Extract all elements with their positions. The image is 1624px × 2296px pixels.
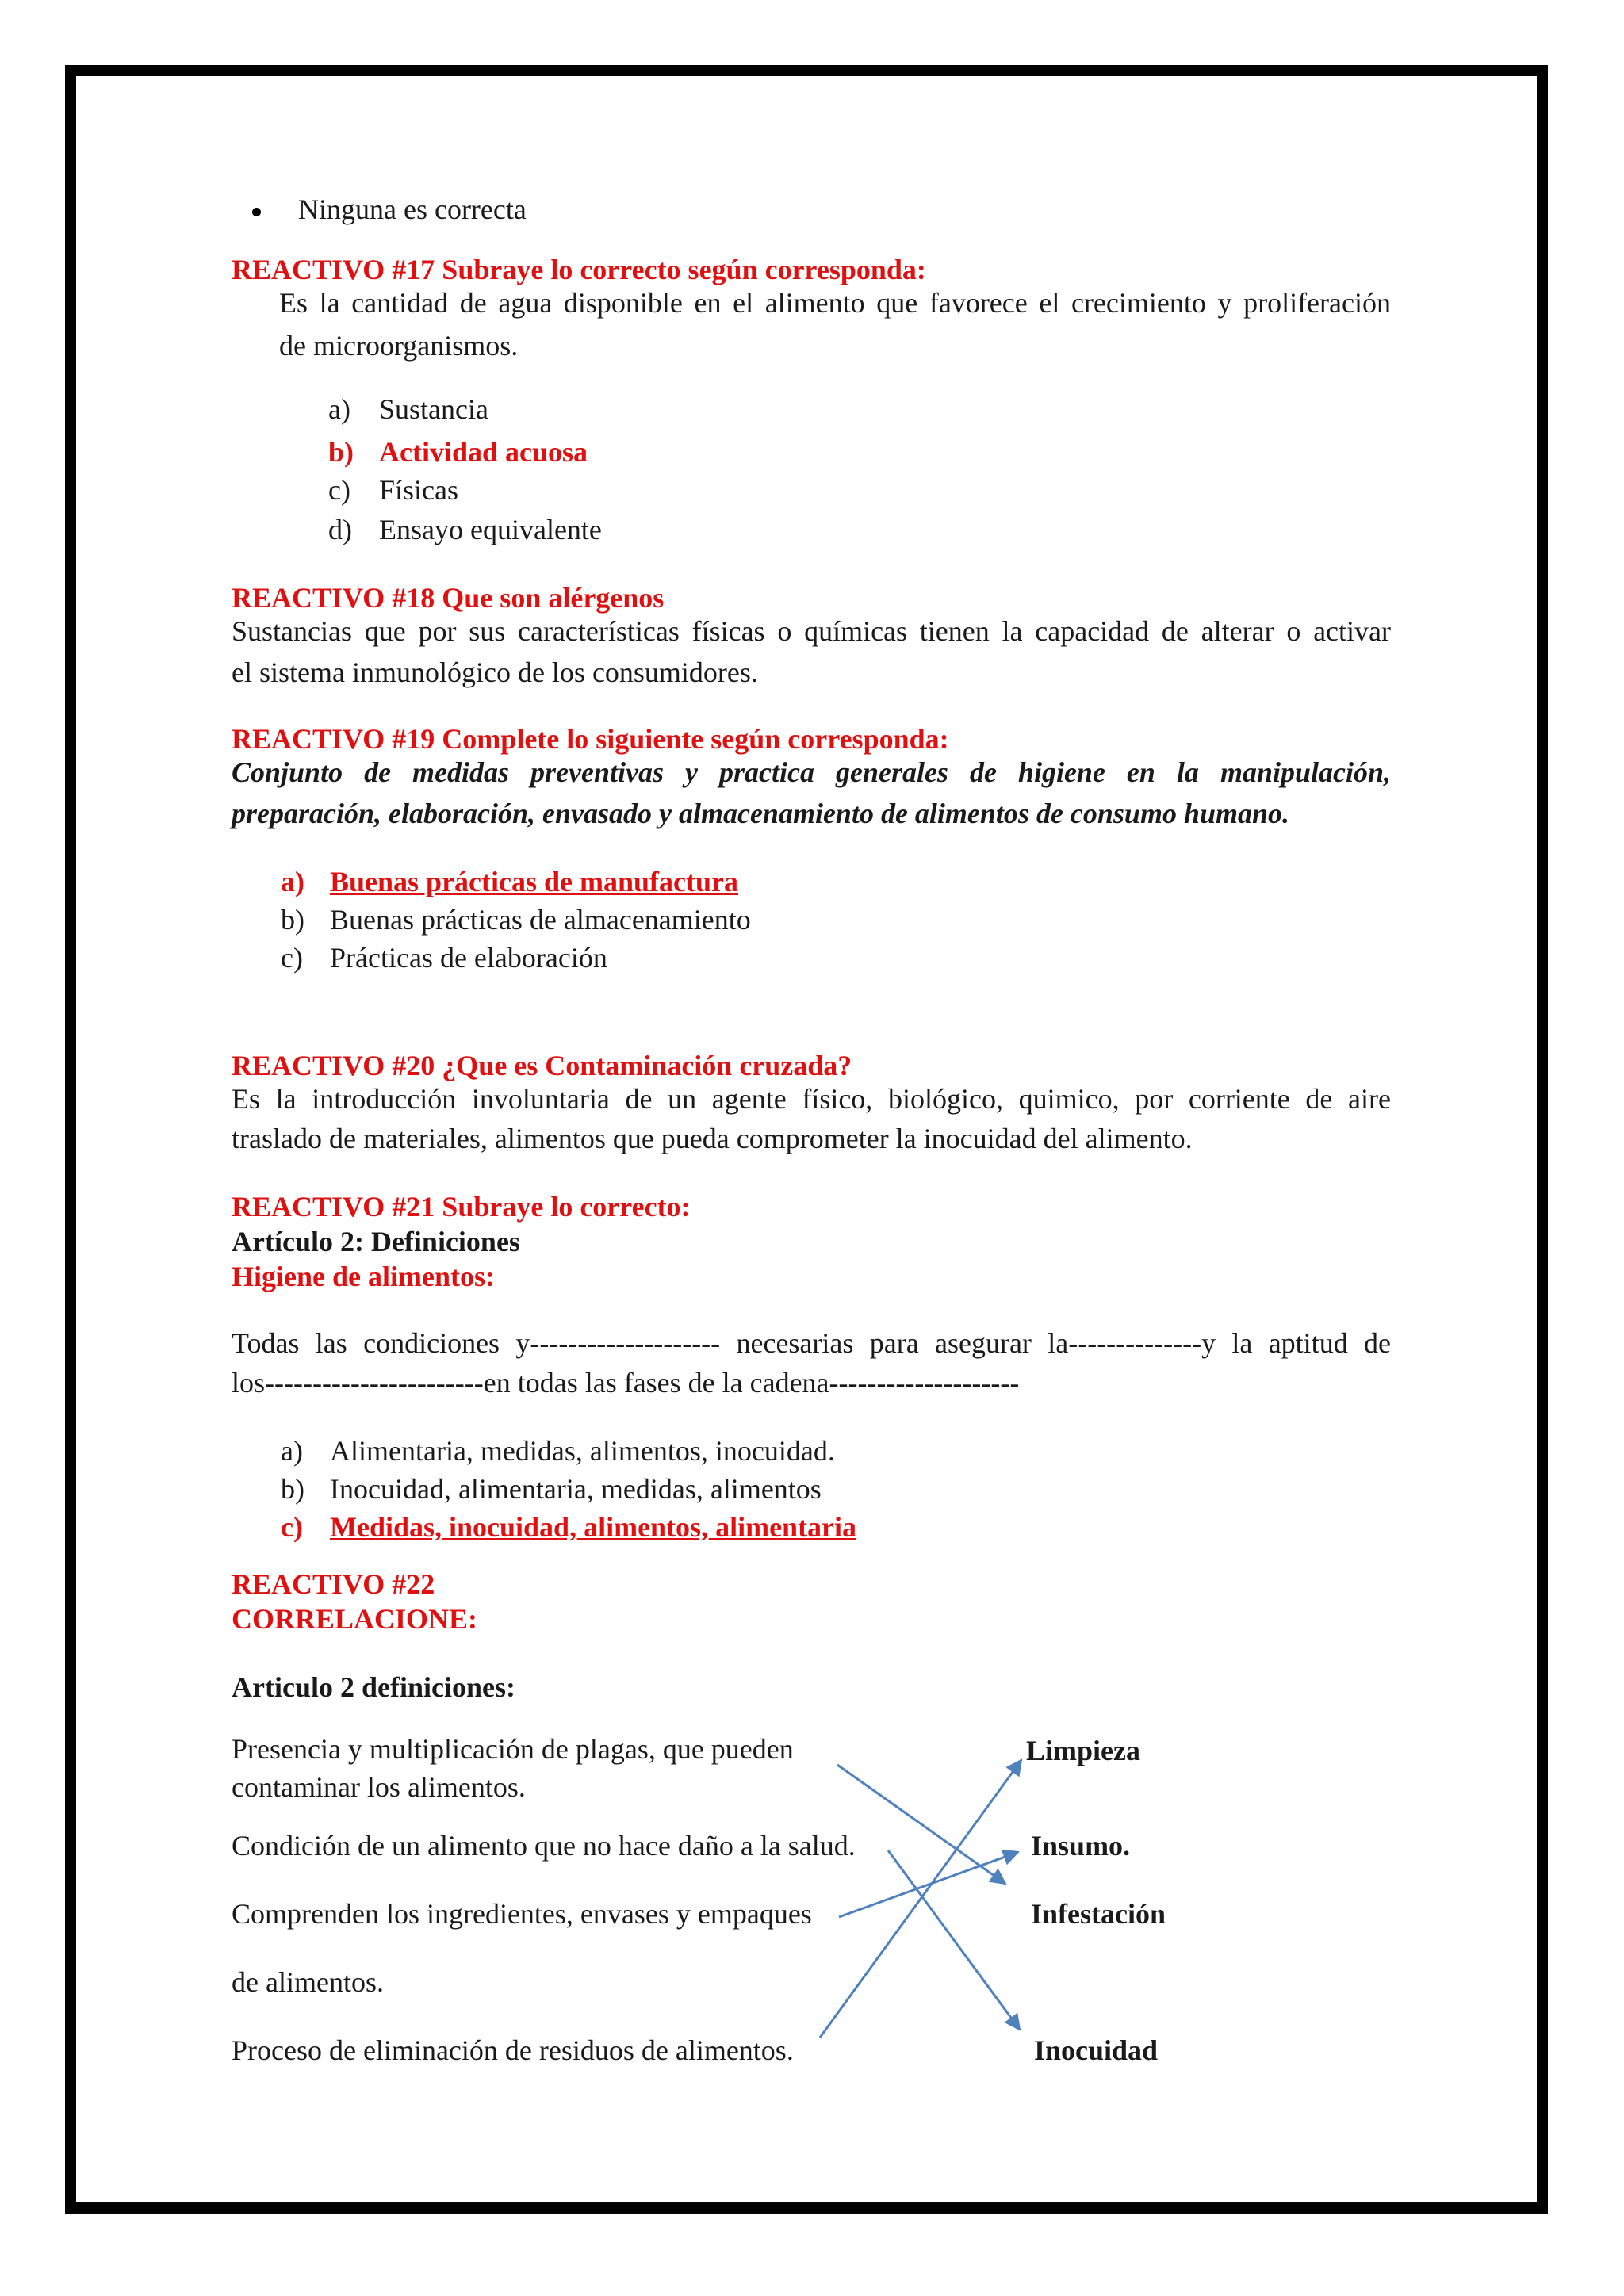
q19-option-a-letter: a) xyxy=(281,866,304,897)
q21-option-c-letter: c) xyxy=(281,1511,303,1543)
q17-option-b-letter: b) xyxy=(328,436,354,468)
q20-text-line1: Es la introducción involuntaria de un agente físico, biológico, quimico, por corriente de aire xyxy=(232,1083,1391,1115)
q19-option-c-letter: c) xyxy=(281,942,303,974)
q19-option-a-correct: Buenas prácticas de manufactura xyxy=(330,866,738,897)
q17-option-a: Sustancia xyxy=(379,393,488,425)
q21-term: Higiene de alimentos: xyxy=(232,1261,495,1292)
q18-heading: REACTIVO #18 Que son alérgenos xyxy=(232,582,665,614)
q17-option-c-letter: c) xyxy=(328,474,350,506)
q17-heading: REACTIVO #17 Subraye lo correcto según corresponda: xyxy=(232,254,926,285)
q19-option-c: Prácticas de elaboración xyxy=(330,942,607,974)
q21-text-line1: Todas las condiciones y-------------------- necesarias para asegurar la--------------y la aptitud de xyxy=(232,1327,1391,1359)
q21-option-a-letter: a) xyxy=(281,1435,303,1467)
q19-text-line2: preparación, elaboración, envasado y almacenamiento de alimentos de consumo humano. xyxy=(232,798,1290,829)
q19-heading: REACTIVO #19 Complete lo siguiente según corresponda: xyxy=(232,723,949,755)
q21-option-b-letter: b) xyxy=(281,1473,304,1505)
q21-option-a: Alimentaria, medidas, alimentos, inocuidad. xyxy=(330,1435,835,1467)
q17-option-d: Ensayo equivalente xyxy=(379,514,602,545)
q18-text-line1: Sustancias que por sus características físicas o químicas tienen la capacidad de alterar o activar xyxy=(232,615,1391,647)
q22-left-item-3b: de alimentos. xyxy=(232,1966,384,1998)
q17-option-b-correct: Actividad acuosa xyxy=(379,436,588,468)
q22-left-item-1b: contaminar los alimentos. xyxy=(232,1771,526,1803)
q21-option-b: Inocuidad, alimentaria, medidas, alimentos xyxy=(330,1473,822,1505)
q22-right-item-infestacion: Infestación xyxy=(1031,1898,1166,1930)
q17-option-c: Físicas xyxy=(379,474,459,506)
q19-option-b-letter: b) xyxy=(281,904,304,936)
q22-right-item-inocuidad: Inocuidad xyxy=(1034,2034,1159,2066)
q22-heading-line1: REACTIVO #22 xyxy=(232,1568,435,1600)
q17-option-d-letter: d) xyxy=(328,514,352,545)
q22-right-item-limpieza: Limpieza xyxy=(1026,1735,1140,1766)
q22-left-item-4: Proceso de eliminación de residuos de alimentos. xyxy=(232,2034,794,2066)
q17-text-line1: Es la cantidad de agua disponible en el alimento que favorece el crecimiento y proliferación xyxy=(279,287,1391,319)
q22-left-item-1a: Presencia y multiplicación de plagas, que pueden xyxy=(232,1733,794,1765)
arrow-eliminacion-to-limpieza xyxy=(820,1760,1021,2038)
q18-text-line2: el sistema inmunológico de los consumidores. xyxy=(232,656,758,688)
q21-option-c-correct: Medidas, inocuidad, alimentos, alimentaria xyxy=(330,1511,857,1543)
q21-heading: REACTIVO #21 Subraye lo correcto: xyxy=(232,1191,691,1223)
q22-heading-line2: CORRELACIONE: xyxy=(232,1603,478,1635)
q22-subheading: Articulo 2 definiciones: xyxy=(232,1671,515,1703)
q19-text-line1: Conjunto de medidas preventivas y practica generales de higiene en la manipulación, xyxy=(232,756,1391,788)
q21-text-line2: los-----------------------en todas las fases de la cadena-------------------- xyxy=(232,1367,1020,1399)
q21-subheading: Artículo 2: Definiciones xyxy=(232,1226,520,1257)
arrow-condicion-to-inocuidad xyxy=(888,1850,1020,2030)
q17-option-a-letter: a) xyxy=(328,393,350,425)
q22-left-item-3a: Comprenden los ingredientes, envases y empaques xyxy=(232,1898,812,1930)
q17-text-line2: de microorganismos. xyxy=(279,330,519,362)
q20-heading: REACTIVO #20 ¿Que es Contaminación cruzada? xyxy=(232,1050,852,1081)
q22-left-item-2: Condición de un alimento que no hace daño a la salud. xyxy=(232,1830,856,1862)
bullet-item: Ninguna es correcta xyxy=(298,193,527,225)
q19-option-b: Buenas prácticas de almacenamiento xyxy=(330,904,751,936)
q22-right-item-insumo: Insumo. xyxy=(1031,1830,1131,1862)
q20-text-line2: traslado de materiales, alimentos que pueda comprometer la inocuidad del alimento. xyxy=(232,1123,1193,1154)
